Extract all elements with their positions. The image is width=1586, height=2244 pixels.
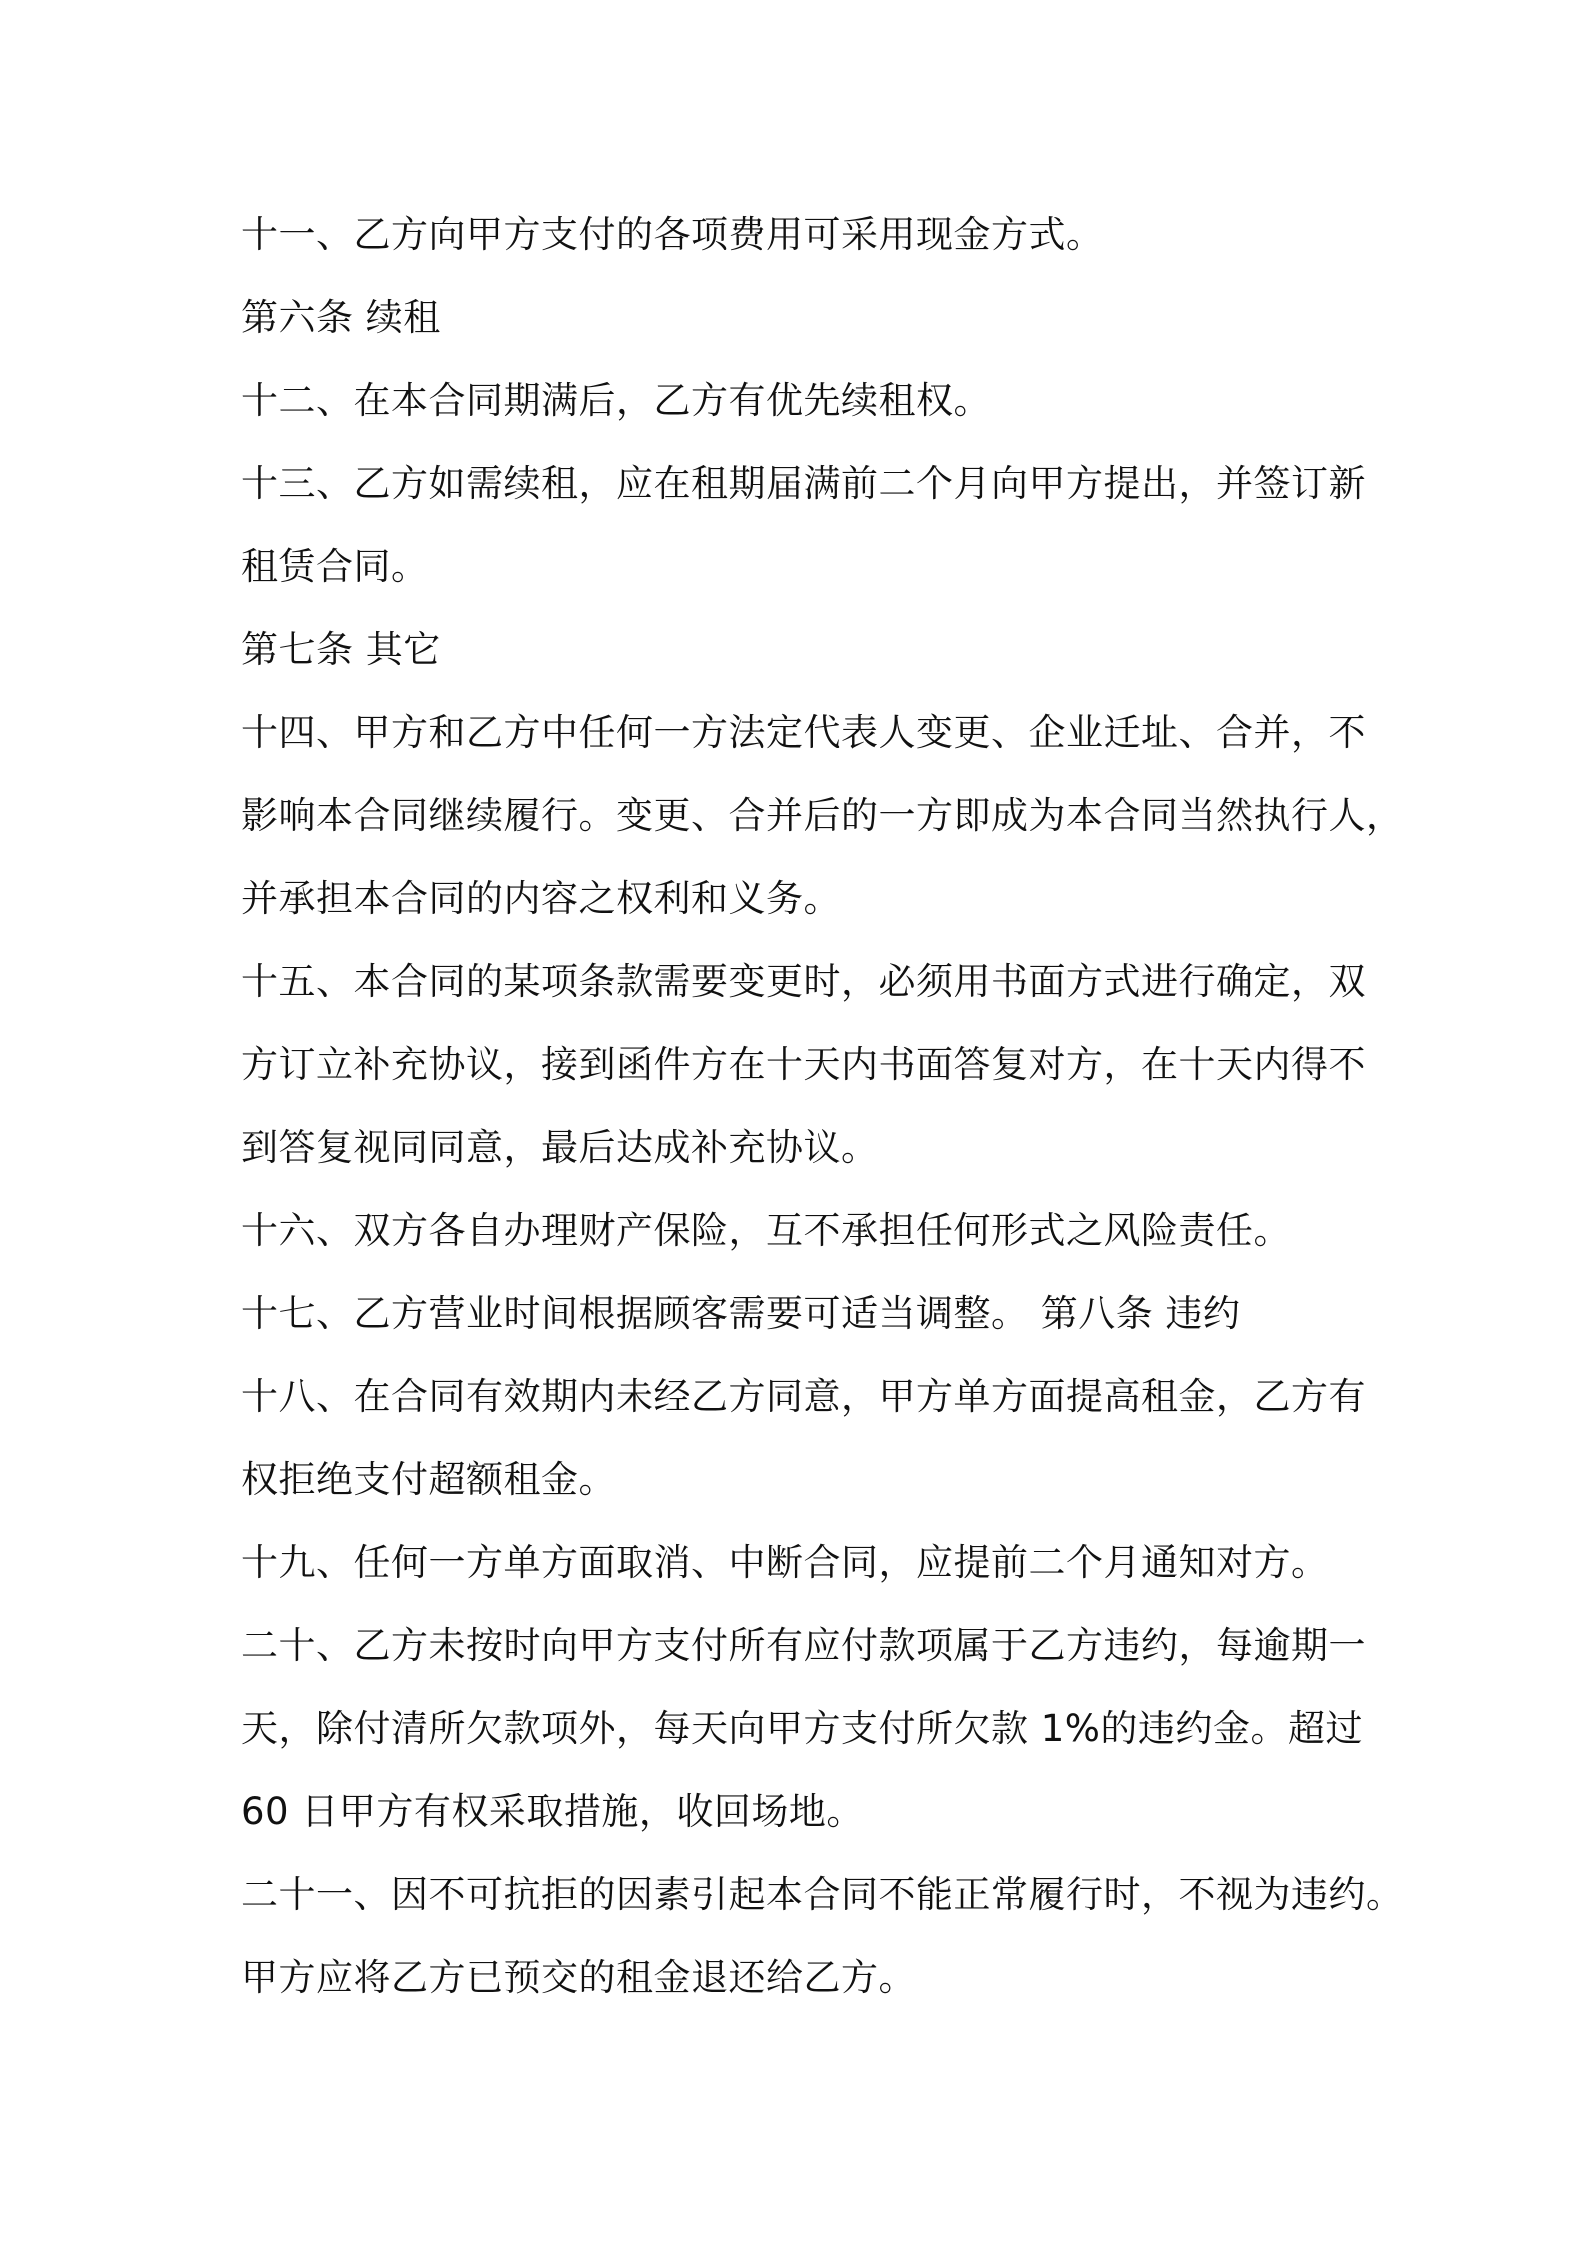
clause-20-line-1: 二十、乙方未按时向甲方支付所有应付款项属于乙方违约，每逾期一 <box>241 1624 1366 1667</box>
clause-13-line-2: 租赁合同。 <box>241 545 429 588</box>
clause-16: 十六、双方各自办理财产保险，互不承担任何形式之风险责任。 <box>241 1209 1291 1252</box>
clause-21-line-2: 甲方应将乙方已预交的租金退还给乙方。 <box>241 1956 916 1999</box>
clause-18-line-1: 十八、在合同有效期内未经乙方同意，甲方单方面提高租金，乙方有 <box>241 1375 1366 1418</box>
article-6-heading: 第六条 续租 <box>241 296 441 339</box>
clause-21-line-1: 二十一、因不可抗拒的因素引起本合同不能正常履行时，不视为违约。 <box>241 1873 1404 1916</box>
clause-13-line-1: 十三、乙方如需续租，应在租期届满前二个月向甲方提出，并签订新 <box>241 462 1366 505</box>
clause-20-line-3: 60 日甲方有权采取措施，收回场地。 <box>241 1790 864 1833</box>
clause-19: 十九、任何一方单方面取消、中断合同，应提前二个月通知对方。 <box>241 1541 1329 1584</box>
clause-18-line-2: 权拒绝支付超额租金。 <box>241 1458 616 1501</box>
clause-15-line-3: 到答复视同同意，最后达成补充协议。 <box>241 1126 879 1169</box>
clause-17: 十七、乙方营业时间根据顾客需要可适当调整。 第八条 违约 <box>241 1292 1241 1335</box>
article-7-heading: 第七条 其它 <box>241 628 441 671</box>
clause-11: 十一、乙方向甲方支付的各项费用可采用现金方式。 <box>241 213 1104 256</box>
clause-14-line-2: 影响本合同继续履行。变更、合并后的一方即成为本合同当然执行人， <box>241 794 1404 837</box>
clause-14-line-1: 十四、甲方和乙方中任何一方法定代表人变更、企业迁址、合并，不 <box>241 711 1366 754</box>
document-body <box>241 193 1404 2019</box>
clause-12: 十二、在本合同期满后，乙方有优先续租权。 <box>241 379 991 422</box>
clause-14-line-3: 并承担本合同的内容之权利和义务。 <box>241 877 841 920</box>
clause-20-line-2: 天，除付清所欠款项外，每天向甲方支付所欠款 1%的违约金。超过 <box>241 1707 1363 1750</box>
clause-15-line-1: 十五、本合同的某项条款需要变更时，必须用书面方式进行确定，双 <box>241 960 1366 1003</box>
clause-15-line-2: 方订立补充协议，接到函件方在十天内书面答复对方，在十天内得不 <box>241 1043 1366 1086</box>
